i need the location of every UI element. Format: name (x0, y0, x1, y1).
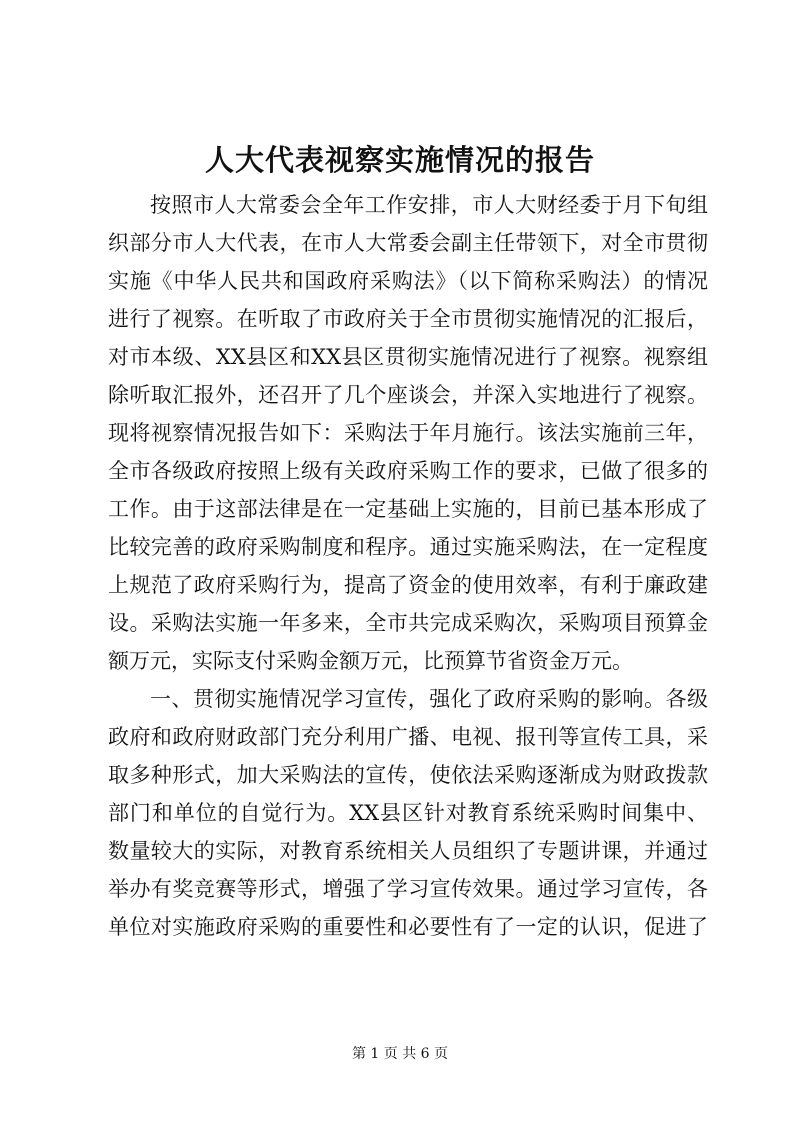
paragraph-line: 数量较大的实际，对教育系统相关人员组织了专题讲课，并通过 (108, 839, 708, 863)
paragraph-line: 额万元，实际支付采购金额万元，比预算节省资金万元。 (108, 649, 633, 673)
paragraph-line: 进行了视察。在听取了市政府关于全市贯彻实施情况的汇报后， (108, 307, 708, 331)
paragraph-line: 单位对实施政府采购的重要性和必要性有了一定的认识，促进了 (108, 915, 708, 939)
paragraph-line: 举办有奖竞赛等形式，增强了学习宣传效果。通过学习宣传，各 (108, 877, 708, 901)
paragraph-line: 按照市人大常委会全年工作安排，市人大财经委于月下旬组 (150, 193, 708, 217)
paragraph-line: 取多种形式，加大采购法的宣传，使依法采购逐渐成为财政拨款 (108, 763, 708, 787)
document-title: 人大代表视察实施情况的报告 (204, 143, 595, 177)
paragraph-line: 现将视察情况报告如下：采购法于年月施行。该法实施前三年， (108, 421, 708, 445)
paragraph-line: 织部分市人大代表，在市人大常委会副主任带领下，对全市贯彻 (108, 231, 708, 255)
paragraph-line: 部门和单位的自觉行为。XX县区针对教育系统采购时间集中、 (108, 801, 708, 825)
paragraph-line: 上规范了政府采购行为，提高了资金的使用效率，有利于廉政建 (108, 573, 708, 597)
paragraph-line: 工作。由于这部法律是在一定基础上实施的，目前已基本形成了 (108, 497, 708, 521)
document-body (108, 186, 708, 946)
paragraph-line: 实施《中华人民共和国政府采购法》（以下简称采购法）的情况 (108, 269, 708, 293)
page-number-footer: 第 1 页 共 6 页 (351, 1046, 449, 1062)
paragraph-line: 设。采购法实施一年多来，全市共完成采购次，采购项目预算金 (108, 611, 708, 635)
paragraph-line: 全市各级政府按照上级有关政府采购工作的要求，已做了很多的 (108, 459, 708, 483)
paragraph-line: 对市本级、XX县区和XX县区贯彻实施情况进行了视察。视察组 (108, 345, 708, 369)
paragraph-line: 比较完善的政府采购制度和程序。通过实施采购法，在一定程度 (108, 535, 708, 559)
paragraph-line: 除听取汇报外，还召开了几个座谈会，并深入实地进行了视察。 (108, 383, 708, 407)
paragraph-line: 一、贯彻实施情况学习宣传，强化了政府采购的影响。各级 (150, 687, 708, 711)
paragraph-line: 政府和政府财政部门充分利用广播、电视、报刊等宣传工具，采 (108, 725, 708, 749)
